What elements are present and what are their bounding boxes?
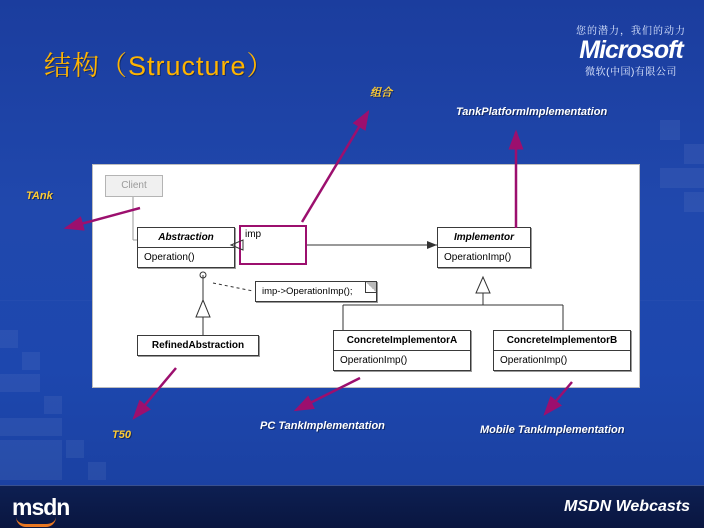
callout-pc-tank-implementation: PC TankImplementation	[260, 420, 385, 432]
page-title: 结构（Structure）	[44, 51, 275, 81]
msdn-logo: msdn	[12, 494, 70, 520]
logo-tagline: 您的潜力，我们的动力	[576, 26, 686, 37]
concrete-implementor-a-box	[333, 330, 471, 371]
note-text: imp->OperationImp();	[262, 286, 353, 297]
implementor-title: Implementor	[438, 228, 530, 248]
abstraction-box	[137, 227, 235, 268]
implementor-operation: OperationImp()	[444, 252, 512, 263]
deco-square	[88, 462, 106, 480]
uml-diagram-canvas	[92, 164, 640, 388]
deco-square	[684, 144, 704, 164]
refined-abstraction-box	[137, 335, 259, 356]
callout-mobile-tank-implementation: Mobile TankImplementation	[480, 424, 625, 436]
logo-wordmark: Microsoft	[579, 36, 683, 64]
msdn-swoosh-icon	[16, 517, 56, 527]
deco-square	[660, 120, 680, 140]
logo-subtitle: 微软(中国)有限公司	[585, 67, 677, 78]
callout-tank-platform-implementation: TankPlatformImplementation	[456, 106, 608, 118]
deco-square	[0, 374, 40, 392]
operation-note	[255, 281, 377, 302]
implementor-box	[437, 227, 531, 268]
concrete-implementor-b-box	[493, 330, 631, 371]
deco-square	[44, 396, 62, 414]
concrete-a-operation: OperationImp()	[340, 355, 408, 366]
footer-bar	[0, 485, 704, 528]
concrete-b-title: ConcreteImplementorB	[494, 331, 630, 351]
deco-square	[22, 352, 40, 370]
deco-square	[0, 418, 62, 436]
msdn-webcasts-label: MSDN Webcasts	[564, 498, 690, 515]
deco-square	[0, 440, 62, 480]
note-fold-icon	[365, 282, 376, 293]
deco-square	[660, 168, 704, 188]
client-box: Client	[105, 175, 163, 197]
abstraction-operation: Operation()	[144, 252, 195, 263]
deco-square	[66, 440, 84, 458]
deco-square	[684, 192, 704, 212]
abstraction-title: Abstraction	[138, 228, 234, 248]
refined-abstraction-title: RefinedAbstraction	[151, 340, 245, 351]
callout-tank: TAnk	[26, 190, 53, 202]
callout-t50: T50	[112, 429, 131, 441]
callout-composition: 组合	[370, 87, 392, 99]
deco-square	[0, 330, 18, 348]
imp-label: imp	[245, 229, 262, 240]
concrete-a-title: ConcreteImplementorA	[334, 331, 470, 351]
microsoft-logo	[576, 22, 686, 78]
concrete-b-operation: OperationImp()	[500, 355, 568, 366]
